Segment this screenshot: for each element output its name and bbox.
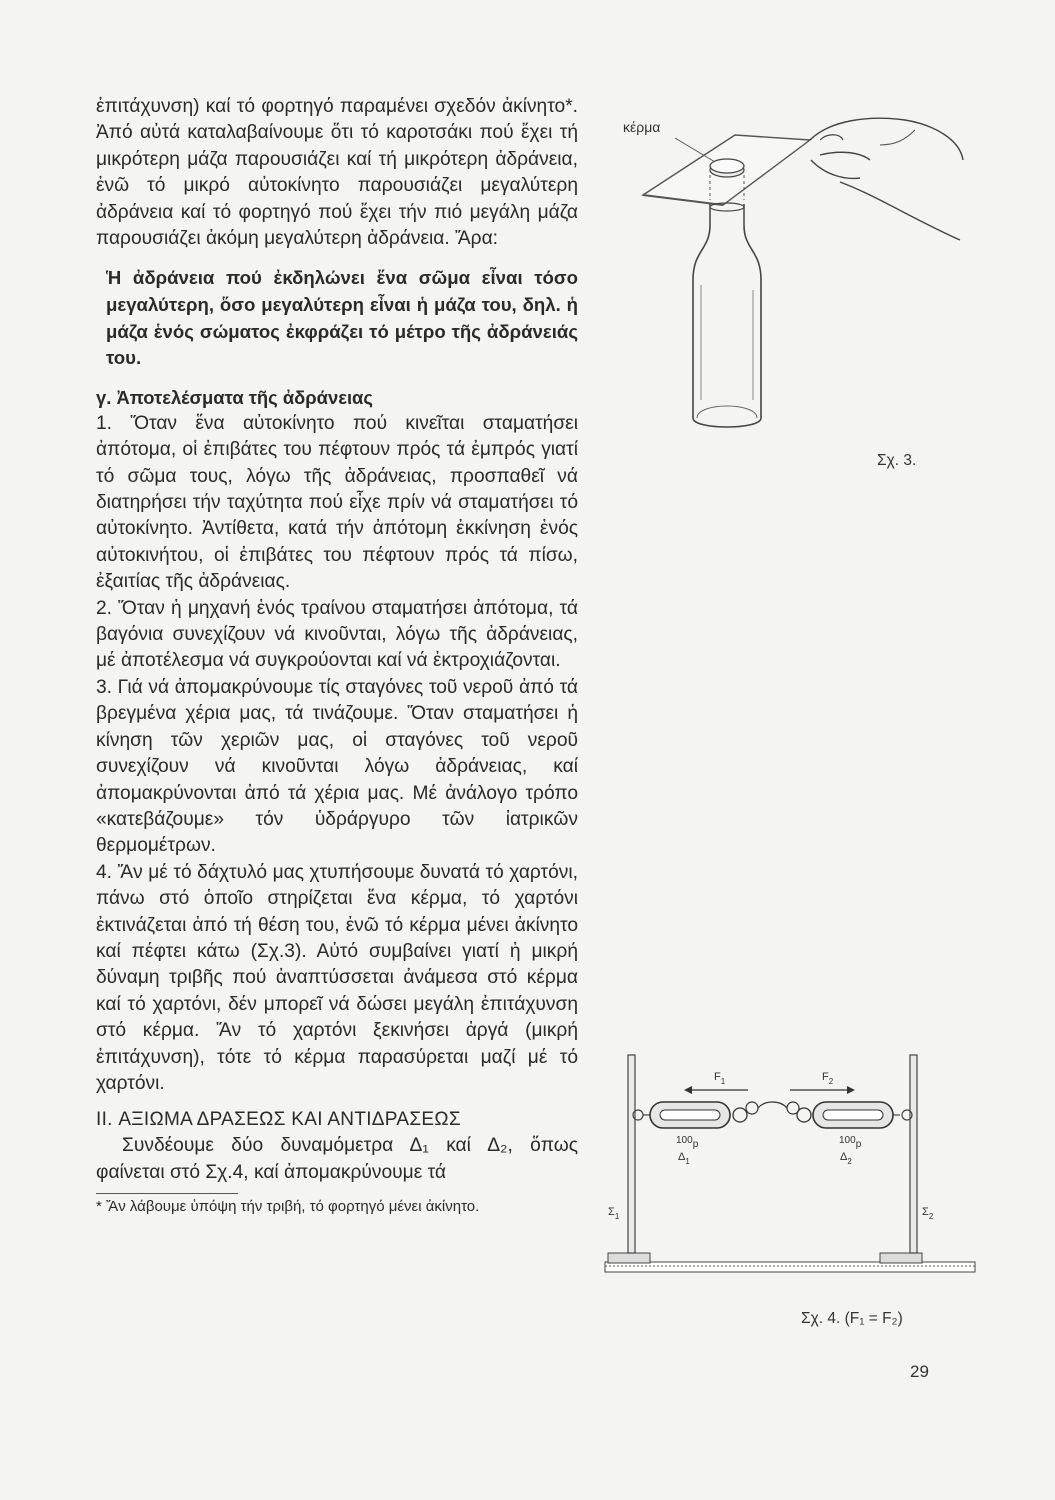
dynamometer-d2-label: $\Delta_2$ [840,1151,852,1166]
footnote-divider [96,1193,238,1194]
stand-right [910,1055,917,1253]
dynamometer-d1-label: $\Delta_1$ [678,1151,690,1166]
bottle-shape [693,225,761,427]
page-number: 29 [910,1362,929,1381]
boxed-statement: Ἡ ἀδράνεια πού ἐκδηλώνει ἕνα σῶμα εἶναι τόσο μεγαλύτερη, ὅσο μεγαλύτερη εἶναι ἡ μάζα του, δηλ. ἡ μάζα ἑνός σώματος ἐκφράζει τό μέτρο τῆς ἀδράνειάς του. [106,267,578,369]
section-ii-heading: II. ΑΞΙΩΜΑ ΔΡΑΣΕΩΣ ΚΑΙ ΑΝΤΙΔΡΑΣΕΩΣ [96,1109,461,1131]
scale-right-label: 100p [839,1135,862,1150]
force-f2-label: $F_2$ [822,1071,834,1086]
force-f1-label: $F_1$ [714,1071,726,1086]
stand-s2-label: $\Sigma_2$ [922,1206,934,1221]
stand-left [628,1055,635,1253]
section-g-item-1: 1. Ὅταν ἕνα αὐτοκίνητο πού κινεῖται σταματήσει ἀπότομα, οἱ ἐπιβάτες του πέφτουν πρός τά ἐμπρός γιατί τό σῶμα τους, λόγω τῆς ἀδράνειας, προσπαθεῖ νά διατηρήσει τήν ταχύτητα πού εἶχε πρίν νά σταματήσει τό αὐτοκίνητο. Ἀντίθετα, κατά τήν ἀπότομη ἐκκίνηση ἑνός αὐτοκινήτου, οἱ ἐπιβάτες του πέφτουν πρός τά πίσω, ἐξαιτίας τῆς ἀδράνειας. [96,412,578,593]
figure-3-caption: Σχ. 3. [877,452,917,469]
section-g-heading: γ. Ἀποτελέσματα τῆς ἀδράνειας [96,386,373,408]
stand-s1-label: $\Sigma_1$ [608,1206,620,1221]
footnote: * Ἄν λάβουμε ὑπόψη τήν τριβή, τό φορτηγό μένει ἀκίνητο. [96,1198,480,1216]
section-g-item-3: 3. Γιά νά ἀπομακρύνουμε τίς σταγόνες τοῦ νεροῦ ἀπό τά βρεγμένα χέρια μας, τά τινάζουμε. Ὅταν σταματήσει ἡ κίνηση τῶν χεριῶν μας, οἱ σταγόνες τοῦ νεροῦ συνεχίζουν νά κινοῦνται λόγω ἀδράνειας, καί ἀπομακρύνονται ἀπό τά χέρια μας. Μέ ἀνάλογο τρόπο «κατεβάζουμε» τόν ὑδράργυρο τῶν ἰατρικῶν θερμομέτρων. [96,676,578,857]
figure-4-caption: Σχ. 4. (F₁ = F₂) [801,1310,903,1327]
coin-label: κέρμα [623,119,661,135]
main-text-column [96,94,578,1217]
section-g-item-4: 4. Ἄν μέ τό δάχτυλό μας χτυπήσουμε δυνατά τό χαρτόνι, πάνω στό ὁποῖο στηρίζεται ἕνα κέρμα, τό χαρτόνι ἐκτινάζεται ἀπό τή θέση του, ἐνῶ τό κέρμα μένει ἀκίνητο καί πέφτει κάτω (Σχ.3). Αὐτό συμβαίνει γιατί ἡ μικρή δύναμη τριβῆς πού ἀναπτύσσεται ἀνάμεσα στό κέρμα καί τό χαρτόνι, δέν μπορεῖ νά δώσει μεγάλη ἐπιτάχυνση στό κέρμα. Ἄν τό χαρτόνι ξεκινήσει ἀργά (μικρή ἐπιτάχυνση), τότε τό κέρμα παρασύρεται μαζί μέ τό χαρτόνι. [96,861,578,1094]
figure-3-bottle-coin [615,100,975,465]
section-g-item-2: 2. Ὅταν ἡ μηχανή ἑνός τραίνου σταματήσει ἀπότομα, τά βαγόνια συνεχίζουν νά κινοῦνται, λόγω τῆς ἀδράνειας, μέ ἀποτέλεσμα νά συγκρούονται καί νά ἐκτροχιάζονται. [96,597,578,672]
section-ii-text: Συνδέουμε δύο δυναμόμετρα Δ₁ καί Δ₂, ὅπως φαίνεται στό Σχ.4, καί ἀπομακρύνουμε τά [96,1135,578,1183]
paragraph-intro: ἐπιτάχυνση) καί τό φορτηγό παραμένει σχεδόν ἀκίνητο*. Ἀπό αὐτά καταλαβαίνουμε ὅτι τό καροτσάκι πού ἔχει τή μικρότερη μάζα παρουσιάζει καί τή μικρότερη ἀδράνεια, ἐνῶ τό μικρό αὐτοκίνητο παρουσιάζει μεγαλύτερη ἀδράνεια καί τό φορτηγό πού ἔχει τήν πιό μεγάλη μάζα παρουσιάζει ἀκόμη μεγαλύτερη ἀδράνεια. Ἄρα: [96,96,578,250]
figure-4-dynamometers [600,1050,980,1295]
hand-shape [810,118,963,240]
scale-left-label: 100p [676,1135,699,1150]
